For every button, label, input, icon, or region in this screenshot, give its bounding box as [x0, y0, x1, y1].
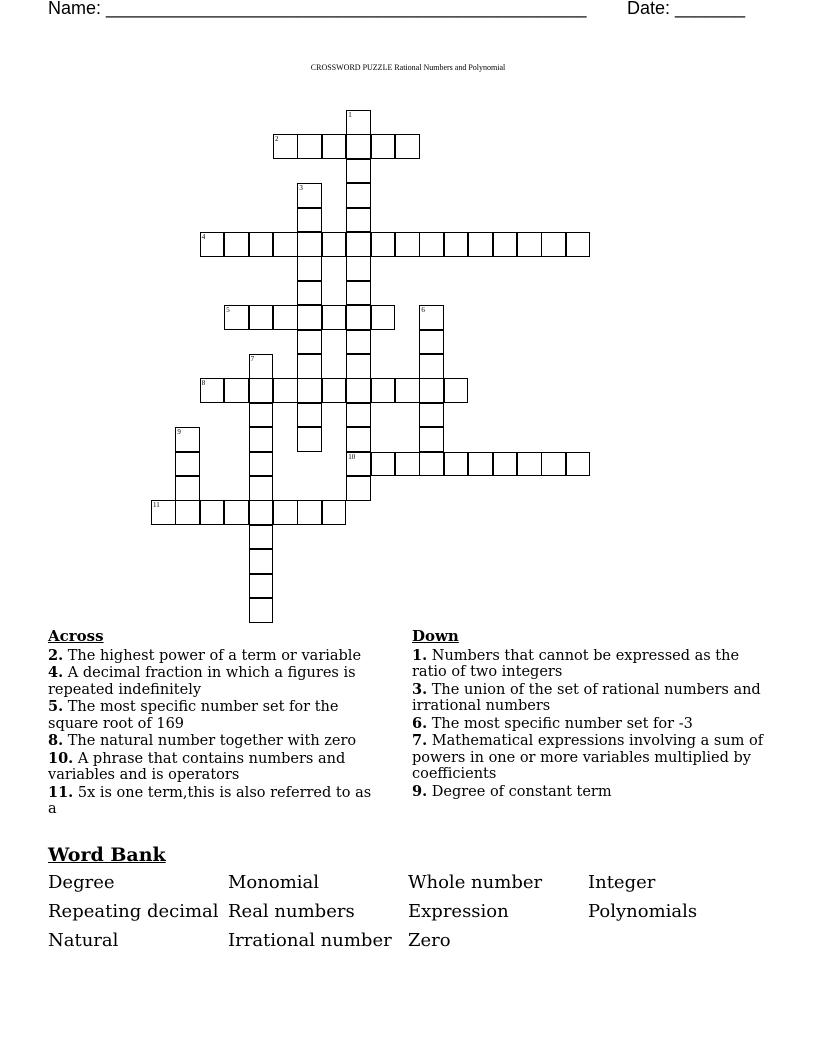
- word-bank-item: Zero: [408, 930, 451, 951]
- crossword-cell[interactable]: [346, 330, 371, 355]
- crossword-cell[interactable]: [346, 427, 371, 452]
- crossword-cell[interactable]: [249, 378, 274, 403]
- crossword-cell[interactable]: [346, 476, 371, 501]
- crossword-cell[interactable]: [346, 256, 371, 281]
- clue-down-3: 3. The union of the set of rational numbers and irrational numbers: [412, 680, 761, 714]
- word-bank-item: Real numbers: [228, 901, 355, 922]
- crossword-cell[interactable]: [541, 452, 566, 477]
- crossword-cell[interactable]: [517, 452, 542, 477]
- crossword-cell[interactable]: [346, 281, 371, 306]
- down-clues: [412, 628, 777, 801]
- crossword-cell[interactable]: [566, 232, 591, 257]
- crossword-cell[interactable]: [224, 378, 249, 403]
- crossword-cell[interactable]: [371, 305, 396, 330]
- name-field[interactable]: Name: ________________________________________________: [48, 0, 587, 18]
- crossword-cell[interactable]: [346, 378, 371, 403]
- crossword-cell[interactable]: [322, 305, 347, 330]
- word-bank-title: Word Bank: [48, 844, 166, 866]
- word-bank-item: Natural: [48, 930, 119, 951]
- cell-number: 2: [275, 135, 279, 144]
- cell-number: 7: [250, 355, 255, 363]
- crossword-cell[interactable]: [346, 403, 371, 428]
- crossword-cell[interactable]: [297, 403, 322, 428]
- crossword-cell[interactable]: [297, 427, 322, 452]
- clue-across-5: 5. The most specific number set for the square root of 169: [48, 698, 339, 732]
- word-bank-item: Repeating decimal: [48, 901, 219, 922]
- crossword-cell[interactable]: [444, 232, 469, 257]
- word-bank-list: [48, 872, 768, 962]
- crossword-cell[interactable]: [297, 256, 322, 281]
- clue-across-10: 10. A phrase that contains numbers and variables and is operators: [48, 749, 346, 783]
- crossword-cell[interactable]: [297, 134, 322, 159]
- crossword-cell[interactable]: [200, 378, 225, 403]
- crossword-cell[interactable]: [395, 134, 420, 159]
- crossword-cell[interactable]: [371, 134, 396, 159]
- crossword-cell[interactable]: [395, 378, 420, 403]
- crossword-cell[interactable]: [419, 232, 444, 257]
- crossword-cell[interactable]: [566, 452, 591, 477]
- crossword-cell[interactable]: [468, 232, 493, 257]
- crossword-cell[interactable]: [249, 232, 274, 257]
- clue-across-8: 8. The natural number together with zero: [48, 732, 357, 749]
- crossword-cell[interactable]: [346, 183, 371, 208]
- cell-number: 10: [348, 452, 356, 461]
- crossword-cell[interactable]: [273, 134, 298, 159]
- down-heading: Down: [412, 627, 459, 645]
- crossword-cell[interactable]: [224, 500, 249, 525]
- crossword-cell[interactable]: [493, 232, 518, 257]
- crossword-cell[interactable]: [200, 232, 225, 257]
- crossword-cell[interactable]: [297, 500, 322, 525]
- crossword-cell[interactable]: [297, 232, 322, 257]
- crossword-cell[interactable]: [419, 452, 444, 477]
- crossword-cell[interactable]: [297, 208, 322, 233]
- crossword-cell[interactable]: [297, 183, 322, 208]
- crossword-cell[interactable]: [249, 305, 274, 330]
- across-clues: [48, 628, 383, 819]
- word-bank-item: Integer: [588, 872, 656, 893]
- crossword-cell[interactable]: [175, 476, 200, 501]
- crossword-cell[interactable]: [249, 598, 274, 623]
- crossword-cell[interactable]: [346, 159, 371, 184]
- crossword-cell[interactable]: [419, 330, 444, 355]
- crossword-cell[interactable]: [151, 500, 176, 525]
- crossword-cell[interactable]: [249, 476, 274, 501]
- cell-number: 3: [299, 184, 303, 193]
- crossword-cell[interactable]: [346, 354, 371, 379]
- cell-number: 11: [153, 501, 160, 510]
- crossword-cell[interactable]: [273, 232, 298, 257]
- crossword-cell[interactable]: [297, 378, 322, 403]
- crossword-cell[interactable]: [444, 378, 469, 403]
- crossword-cell[interactable]: [541, 232, 566, 257]
- crossword-cell[interactable]: [322, 134, 347, 159]
- crossword-cell[interactable]: [346, 110, 371, 135]
- crossword-cell[interactable]: [249, 525, 274, 550]
- crossword-cell[interactable]: [273, 378, 298, 403]
- crossword-cell[interactable]: [419, 403, 444, 428]
- cell-number: 5: [226, 306, 230, 315]
- crossword-cell[interactable]: [371, 378, 396, 403]
- word-bank-item: Monomial: [228, 872, 320, 893]
- crossword-cell[interactable]: [224, 232, 249, 257]
- word-bank-item: Whole number: [408, 872, 543, 893]
- crossword-cell[interactable]: [493, 452, 518, 477]
- crossword-cell[interactable]: [249, 403, 274, 428]
- word-bank-item: Polynomials: [588, 901, 698, 922]
- clue-down-7: 7. Mathematical expressions involving a sum of powers in one or more variables multiplied by coefficients: [412, 732, 764, 782]
- clue-across-11: 11. 5x is one term,this is also referred to as a: [48, 783, 372, 817]
- crossword-cell[interactable]: [200, 500, 225, 525]
- crossword-cell[interactable]: [297, 354, 322, 379]
- cell-number: 1: [348, 111, 352, 119]
- date-field[interactable]: Date: _______: [627, 0, 746, 18]
- clue-down-9: 9. Degree of constant term: [412, 782, 612, 800]
- crossword-cell[interactable]: [395, 452, 420, 477]
- crossword-cell[interactable]: [346, 232, 371, 257]
- clue-across-4: 4. A decimal fraction in which a figures is repeated indefinitely: [48, 664, 356, 698]
- crossword-cell[interactable]: [273, 305, 298, 330]
- crossword-cell[interactable]: [346, 134, 371, 159]
- crossword-cell[interactable]: [249, 574, 274, 599]
- crossword-cell[interactable]: [322, 378, 347, 403]
- crossword-cell[interactable]: [322, 232, 347, 257]
- word-bank-item: Expression: [408, 901, 509, 922]
- cell-number: 8: [201, 379, 206, 388]
- crossword-cell[interactable]: [371, 232, 396, 257]
- cell-number: 4: [201, 233, 206, 241]
- crossword-cell[interactable]: [249, 500, 274, 525]
- crossword-cell[interactable]: [395, 232, 420, 257]
- word-bank-item: Degree: [48, 872, 115, 893]
- crossword-cell[interactable]: [297, 305, 322, 330]
- word-bank-item: Irrational number: [228, 930, 392, 951]
- crossword-cell[interactable]: [346, 452, 371, 477]
- crossword-cell[interactable]: [419, 378, 444, 403]
- crossword-cell[interactable]: [346, 305, 371, 330]
- crossword-cell[interactable]: [249, 549, 274, 574]
- crossword-cell[interactable]: [322, 500, 347, 525]
- crossword-cell[interactable]: [346, 208, 371, 233]
- cell-number: 6: [421, 306, 425, 315]
- crossword-cell[interactable]: [468, 452, 493, 477]
- clue-across-2: 2. The highest power of a term or variable: [48, 646, 362, 664]
- crossword-cell[interactable]: [444, 452, 469, 477]
- crossword-cell[interactable]: [419, 427, 444, 452]
- crossword-cell[interactable]: [249, 452, 274, 477]
- crossword-cell[interactable]: [175, 427, 200, 452]
- crossword-cell[interactable]: [419, 305, 444, 330]
- crossword-cell[interactable]: [371, 452, 396, 477]
- crossword-cell[interactable]: [297, 330, 322, 355]
- cell-number: 9: [177, 428, 181, 437]
- clue-down-1: 1. Numbers that cannot be expressed as the ratio of two integers: [412, 646, 740, 680]
- clue-down-6: 6. The most specific number set for -3: [412, 714, 693, 732]
- crossword-cell[interactable]: [175, 500, 200, 525]
- crossword-cell[interactable]: [224, 305, 249, 330]
- crossword-cell[interactable]: [419, 354, 444, 379]
- crossword-cell[interactable]: [297, 281, 322, 306]
- crossword-cell[interactable]: [249, 427, 274, 452]
- crossword-cell[interactable]: [517, 232, 542, 257]
- crossword-cell[interactable]: [249, 354, 274, 379]
- crossword-cell[interactable]: [273, 500, 298, 525]
- puzzle-title: CROSSWORD PUZZLE Rational Numbers and Polynomial: [310, 63, 506, 72]
- across-heading: Across: [48, 627, 104, 645]
- crossword-cell[interactable]: [175, 452, 200, 477]
